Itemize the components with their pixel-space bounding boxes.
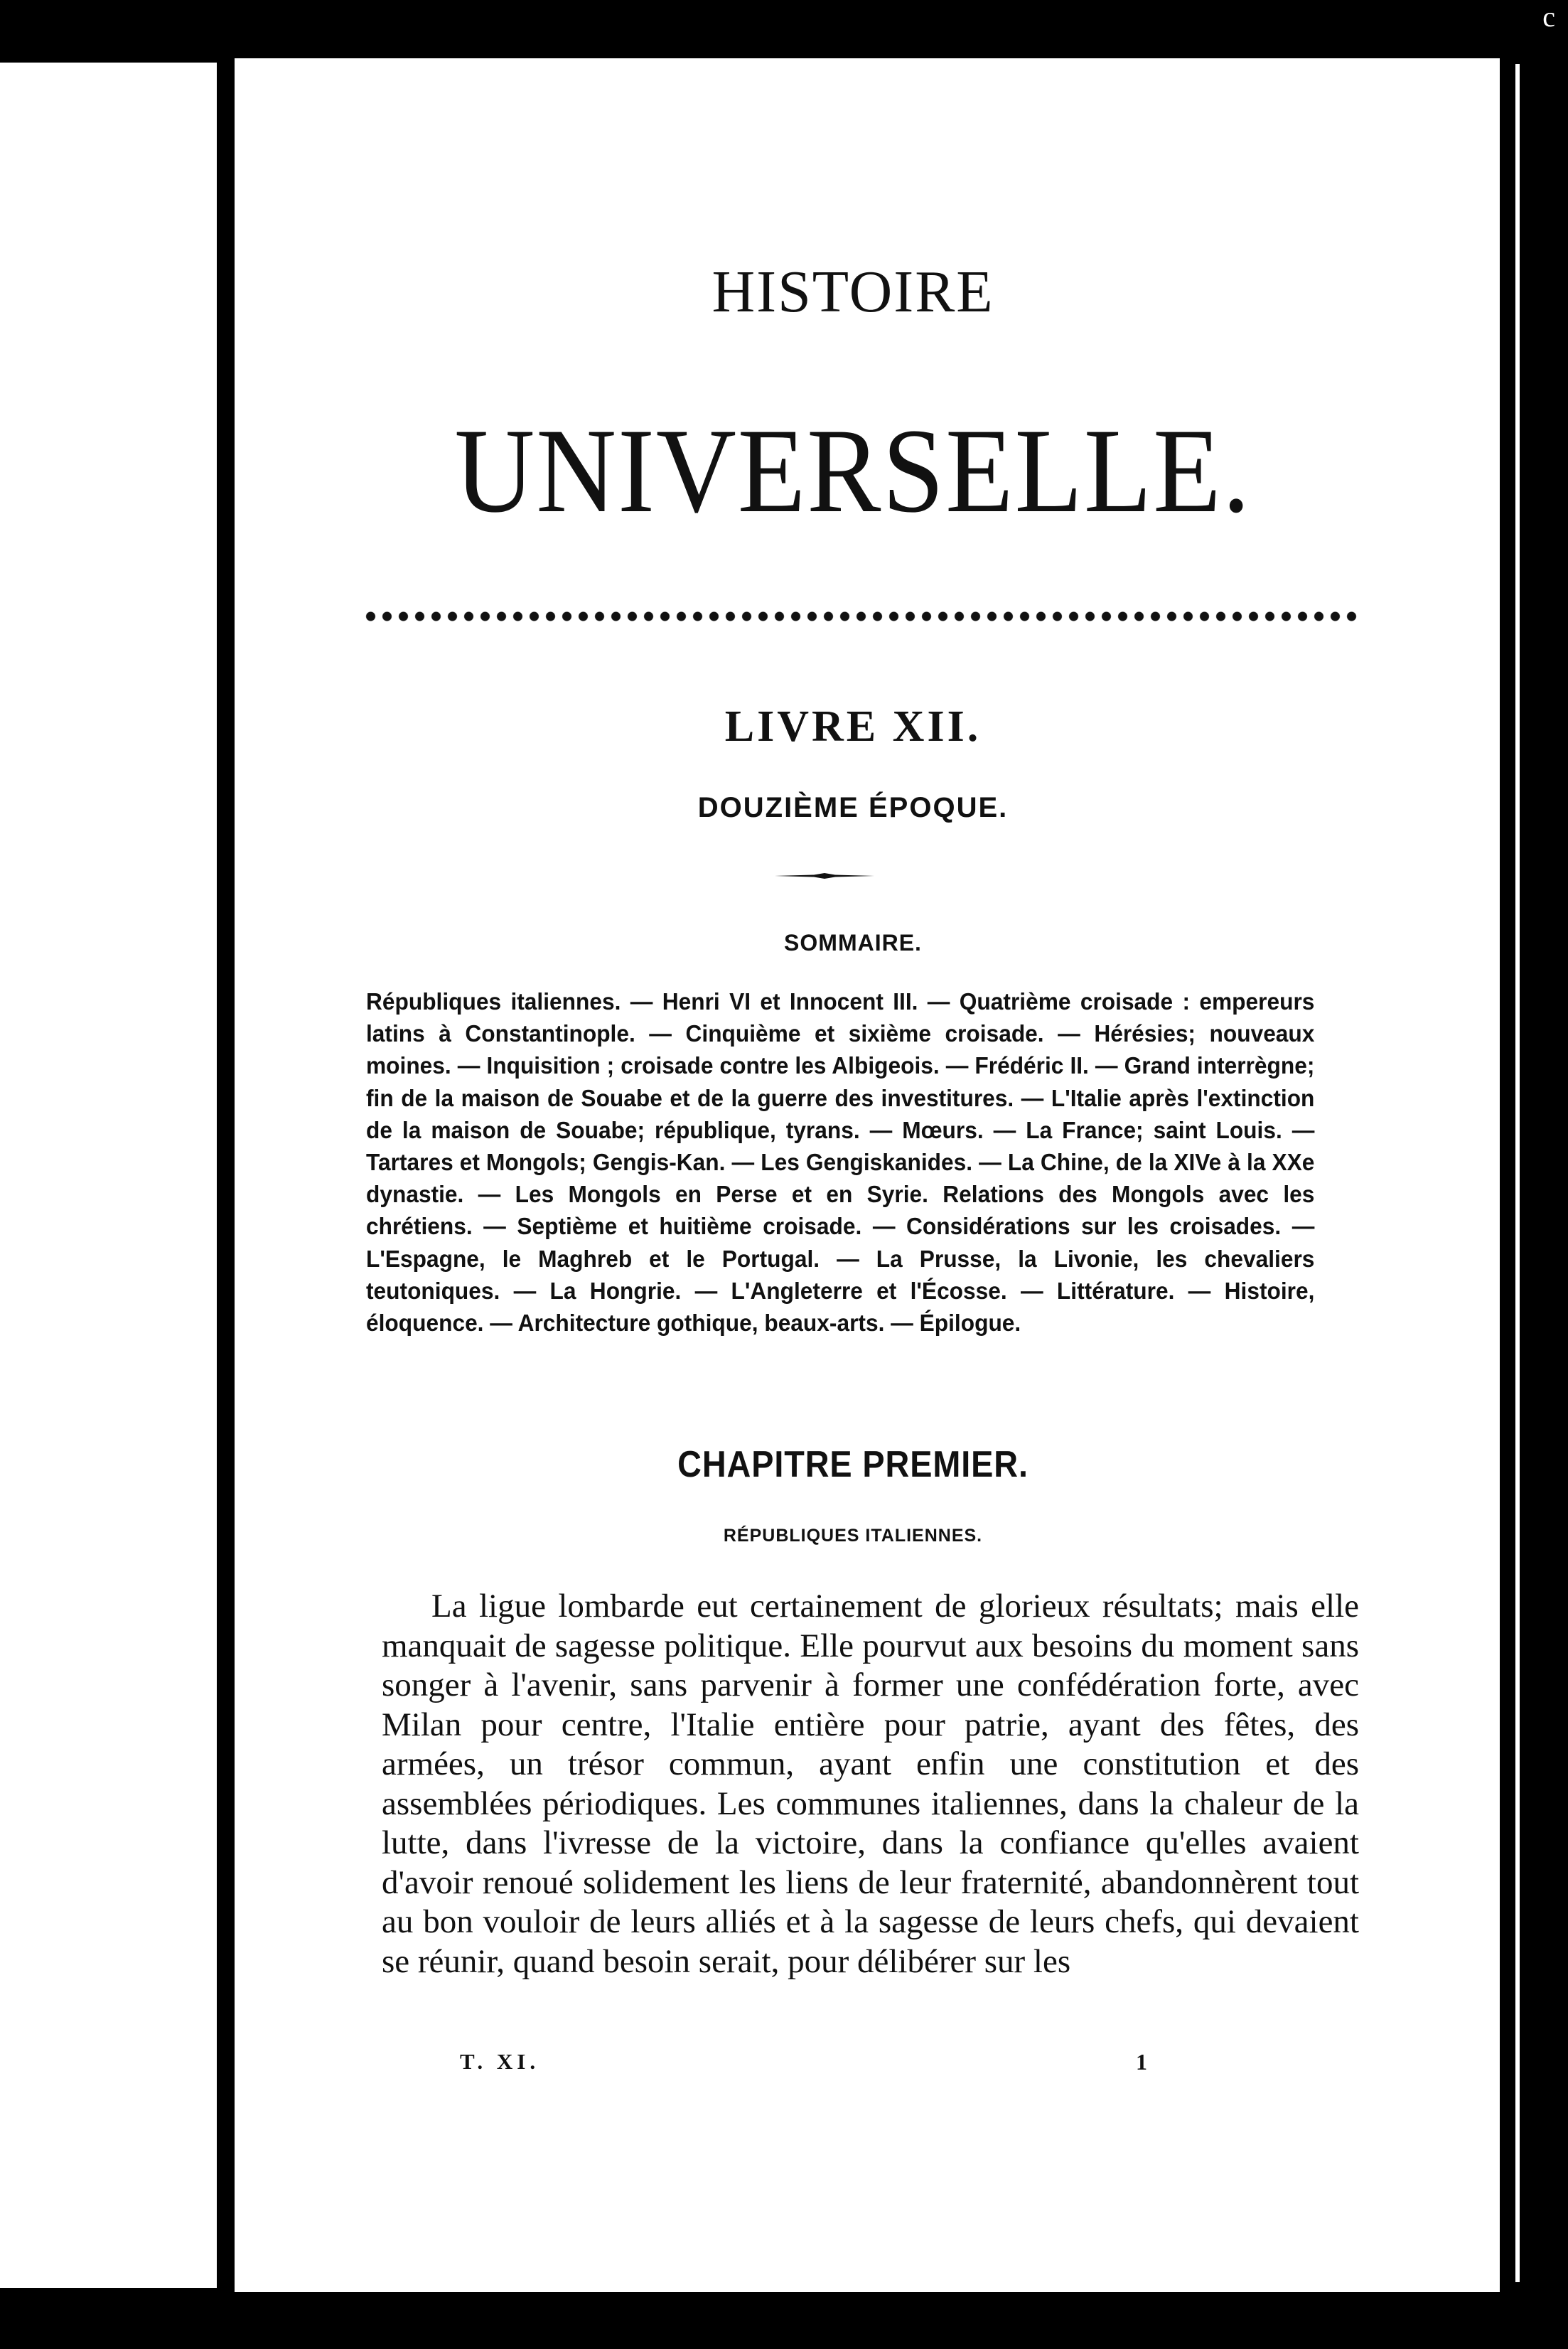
title-universelle: UNIVERSELLE. bbox=[454, 404, 1252, 537]
epoque-heading: DOUZIÈME ÉPOQUE. bbox=[697, 792, 1009, 823]
sommaire-heading: SOMMAIRE. bbox=[784, 930, 922, 956]
signature-mark: T. XI. bbox=[460, 2049, 540, 2074]
right-page-edge bbox=[1515, 64, 1520, 2282]
book-page bbox=[235, 58, 1500, 2292]
chapter-body: La ligue lombarde eut certainement de glorieux résultats; mais elle manquait de sagesse politique. Elle pourvut aux besoins du moment sans songer à l'avenir, sans parvenir à former une confédération forte, avec Milan pour centre, l'Italie entière pour patrie, ayant des fêtes, des armées, un trésor commun, ayant enfin une constitution et des assemblées périodiques. Les communes italiennes, dans la chaleur de la lutte, dans l'ivresse de la victoire, dans la confiance qu'elles avaient d'avoir renoué solidement les liens de leur fraternité, abandonnèrent tout au bon vouloir de leurs alliés et à la sagesse de leurs chefs, qui devaient se réunir, quand besoin serait, pour délibérer sur les bbox=[382, 1588, 1359, 1980]
chapter-subtitle: RÉPUBLIQUES ITALIENNES. bbox=[723, 1526, 983, 1546]
corner-mark: c bbox=[1542, 1, 1555, 33]
ornamental-divider bbox=[363, 607, 1358, 626]
page-number: 1 bbox=[1136, 2049, 1147, 2075]
left-page-edge bbox=[0, 63, 217, 2288]
chapter-title: CHAPITRE PREMIER. bbox=[677, 1444, 1029, 1485]
title-histoire: HISTOIRE bbox=[711, 259, 994, 325]
flourish-divider bbox=[775, 873, 874, 879]
sommaire-text: Républiques italiennes. — Henri VI et Innocent III. — Quatrième croisade : empereurs latins à Constantinople. — Cinquième et sixième croisade. — Hérésies; nouveaux moines. — Inquisition ; croisade contre les Albigeois. — Frédéric II. — Grand interrègne; fin de la maison de Souabe et de la guerre des investitures. — L'Italie après l'extinction de la maison de Souabe; république, tyrans. — Mœurs. — La France; saint Louis. — Tartares et Mongols; Gengis-Kan. — Les Gengiskanides. — La Chine, de la XIVe à la XXe dynastie. — Les Mongols en Perse et en Syrie. Relations des Mongols avec les chrétiens. — Septième et huitième croisade. — Considérations sur les croisades. — L'Espagne, le Maghreb et le Portugal. — La Prusse, la Livonie, les chevaliers teutoniques. — La Hongrie. — L'Angleterre et l'Écosse. — Littérature. — Histoire, éloquence. — Architecture gothique, beaux-arts. — Épilogue. bbox=[366, 988, 1315, 1337]
livre-heading: LIVRE XII. bbox=[724, 702, 982, 751]
